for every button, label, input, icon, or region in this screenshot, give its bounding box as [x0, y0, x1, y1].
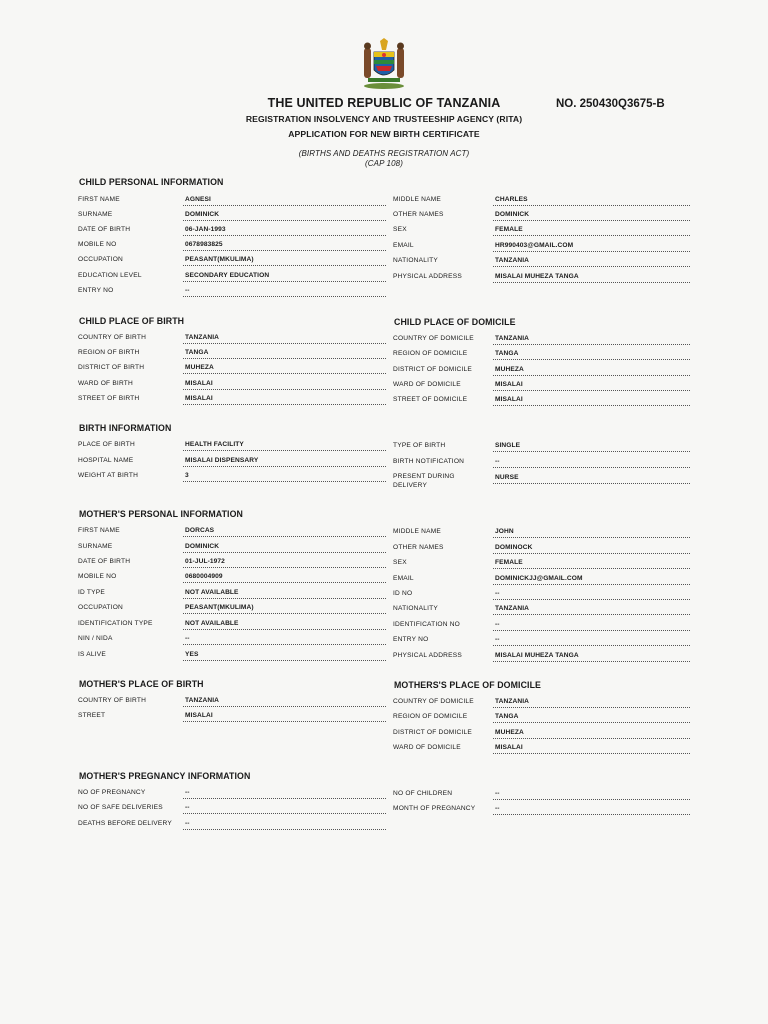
field-underline [183, 358, 386, 359]
field-label: NIN / NIDA [78, 635, 113, 642]
field-label: MONTH OF PREGNANCY [393, 805, 476, 812]
field-row [78, 255, 388, 269]
field-value: -- [185, 789, 190, 796]
field-label: WARD OF DOMICILE [393, 381, 461, 388]
act-subtitle: (BIRTHS AND DEATHS REGISTRATION ACT) [298, 149, 470, 158]
field-underline [493, 467, 690, 468]
field-value: TANGA [495, 350, 519, 357]
field-label: REGION OF BIRTH [78, 349, 140, 356]
field-value: -- [495, 621, 500, 628]
field-row [78, 456, 388, 470]
field-row [78, 363, 388, 377]
field-underline [493, 344, 690, 345]
field-row [393, 395, 693, 409]
field-underline [183, 235, 386, 236]
field-underline [493, 537, 690, 538]
field-row [78, 195, 388, 209]
field-label: MOBILE NO [78, 573, 117, 580]
field-label: BIRTH NOTIFICATION [393, 458, 465, 465]
field-row [78, 333, 388, 347]
field-row [393, 349, 693, 363]
field-row [78, 619, 388, 633]
field-label: EDUCATION LEVEL [78, 272, 142, 279]
field-value: MUHEZA [495, 366, 524, 373]
field-row [393, 651, 693, 665]
field-underline [493, 753, 690, 754]
field-row [393, 241, 693, 255]
field-row [393, 272, 693, 286]
field-row [78, 557, 388, 571]
field-row [393, 620, 693, 634]
field-value: FEMALE [495, 226, 523, 233]
field-row [393, 789, 693, 803]
field-row [393, 210, 693, 224]
field-underline [493, 722, 690, 723]
field-label: DISTRICT OF BIRTH [78, 364, 145, 371]
field-row [393, 558, 693, 572]
field-row [78, 240, 388, 254]
section-heading-mother-place-of-birth: MOTHER'S PLACE OF BIRTH [79, 679, 204, 689]
field-row [393, 334, 693, 348]
field-label: PLACE OF BIRTH [78, 441, 135, 448]
field-underline [183, 798, 386, 799]
field-value: NOT AVAILABLE [185, 589, 239, 596]
field-value: NURSE [495, 474, 519, 481]
field-underline [493, 375, 690, 376]
field-value: TANZANIA [495, 257, 530, 264]
field-value: MUHEZA [185, 364, 214, 371]
field-value: 3 [185, 472, 189, 479]
application-title: APPLICATION FOR NEW BIRTH CERTIFICATE [288, 129, 480, 139]
field-underline [183, 813, 386, 814]
field-row [78, 572, 388, 586]
field-row [393, 804, 693, 818]
field-value: 06-JAN-1993 [185, 226, 226, 233]
field-label: OCCUPATION [78, 256, 123, 263]
field-value: -- [495, 590, 500, 597]
field-label: DATE OF BIRTH [78, 558, 131, 565]
field-label: NO OF CHILDREN [393, 790, 453, 797]
field-underline [183, 721, 386, 722]
section-heading-mother-personal: MOTHER'S PERSONAL INFORMATION [79, 509, 243, 519]
field-label: WARD OF DOMICILE [393, 744, 461, 751]
field-value: AGNESI [185, 196, 211, 203]
field-value: PEASANT(MKULIMA) [185, 604, 254, 611]
field-label: NATIONALITY [393, 605, 438, 612]
field-row [393, 574, 693, 588]
field-label: FIRST NAME [78, 196, 120, 203]
field-value: SINGLE [495, 442, 521, 449]
field-label: EMAIL [393, 575, 414, 582]
field-row [78, 803, 388, 817]
field-row [393, 380, 693, 394]
field-underline [183, 281, 386, 282]
field-label: IS ALIVE [78, 651, 106, 658]
field-row [78, 225, 388, 239]
field-label: WARD OF BIRTH [78, 380, 133, 387]
field-value: TANZANIA [495, 698, 530, 705]
field-row [78, 394, 388, 408]
field-row [393, 365, 693, 379]
field-value: DOMINICK [495, 211, 530, 218]
field-row [393, 712, 693, 726]
field-label: OCCUPATION [78, 604, 123, 611]
field-underline [183, 567, 386, 568]
field-row [78, 379, 388, 393]
field-label: SURNAME [78, 543, 113, 550]
field-value: -- [495, 458, 500, 465]
field-row [393, 543, 693, 557]
field-underline [493, 814, 690, 815]
field-row [78, 348, 388, 362]
field-underline [183, 660, 386, 661]
section-heading-child-personal: CHILD PERSONAL INFORMATION [79, 177, 224, 187]
field-value: PEASANT(MKULIMA) [185, 256, 254, 263]
field-row [78, 471, 388, 485]
field-label: WEIGHT AT BIRTH [78, 472, 139, 479]
field-underline [183, 220, 386, 221]
field-row [78, 588, 388, 602]
field-value: NOT AVAILABLE [185, 620, 239, 627]
field-underline [183, 598, 386, 599]
field-label: OTHER NAMES [393, 544, 444, 551]
field-value: -- [185, 635, 190, 642]
field-underline [493, 451, 690, 452]
field-row [393, 441, 693, 455]
field-label: FIRST NAME [78, 527, 120, 534]
field-label: OTHER NAMES [393, 211, 444, 218]
field-row [78, 603, 388, 617]
field-underline [493, 568, 690, 569]
field-value: DOMINICKJJ@GMAIL.COM [495, 575, 583, 582]
field-value: DORCAS [185, 527, 215, 534]
field-row [78, 210, 388, 224]
field-value: -- [185, 287, 190, 294]
field-underline [493, 251, 690, 252]
field-label: NO OF SAFE DELIVERIES [78, 804, 163, 811]
field-underline [493, 282, 690, 283]
field-row [393, 225, 693, 239]
section-heading-child-place-of-domicile: CHILD PLACE OF DOMICILE [394, 317, 516, 327]
field-label [393, 472, 455, 490]
field-row [78, 650, 388, 664]
field-label: MOBILE NO [78, 241, 117, 248]
field-row [393, 195, 693, 209]
field-value: 0680004909 [185, 573, 223, 580]
field-label: HOSPITAL NAME [78, 457, 134, 464]
field-underline [183, 582, 386, 583]
field-value: DOMINICK [185, 543, 220, 550]
field-value: -- [495, 805, 500, 812]
field-row [78, 696, 388, 710]
field-label: SEX [393, 226, 407, 233]
field-row [393, 743, 693, 757]
field-value: MISALAI [495, 381, 523, 388]
field-underline [493, 614, 690, 615]
country-title: THE UNITED REPUBLIC OF TANZANIA [267, 96, 501, 110]
field-value: TANZANIA [185, 334, 220, 341]
field-label: COUNTRY OF DOMICILE [393, 698, 474, 705]
field-row [393, 589, 693, 603]
field-value: TANGA [495, 713, 519, 720]
field-row [393, 457, 693, 471]
field-label: NATIONALITY [393, 257, 438, 264]
field-value: TANZANIA [495, 605, 530, 612]
field-underline [183, 829, 386, 830]
field-value: FEMALE [495, 559, 523, 566]
field-value: MISALAI [185, 395, 213, 402]
field-value: MISALAI MUHEZA TANGA [495, 273, 579, 280]
field-label: ID TYPE [78, 589, 105, 596]
field-row [393, 728, 693, 742]
field-underline [183, 450, 386, 451]
field-label: DATE OF BIRTH [78, 226, 131, 233]
field-label: STREET [78, 712, 106, 719]
section-heading-child-place-of-birth: CHILD PLACE OF BIRTH [79, 316, 185, 326]
cap-subtitle: (CAP 108) [365, 159, 403, 168]
field-underline [493, 799, 690, 800]
field-underline [183, 536, 386, 537]
field-underline [183, 265, 386, 266]
field-underline [493, 405, 690, 406]
field-value: TANZANIA [495, 335, 530, 342]
field-underline [493, 483, 690, 484]
field-label: ENTRY NO [393, 636, 429, 643]
field-underline [493, 599, 690, 600]
field-row [78, 634, 388, 648]
field-label-line1: PRESENT DURING [393, 473, 455, 480]
field-row [78, 526, 388, 540]
field-row [393, 697, 693, 711]
field-row [78, 440, 388, 454]
field-row [78, 286, 388, 300]
field-value: 01-JUL-1972 [185, 558, 225, 565]
field-label: REGION OF DOMICILE [393, 350, 468, 357]
field-value: JOHN [495, 528, 514, 535]
field-label: IDENTIFICATION NO [393, 621, 461, 628]
field-value: MISALAI DISPENSARY [185, 457, 259, 464]
field-underline [183, 404, 386, 405]
field-underline [183, 250, 386, 251]
field-label: EMAIL [393, 242, 414, 249]
field-label: PHYSICAL ADDRESS [393, 273, 462, 280]
field-label: COUNTRY OF BIRTH [78, 334, 147, 341]
field-underline [183, 629, 386, 630]
field-underline [493, 661, 690, 662]
field-value: -- [495, 636, 500, 643]
field-value: -- [185, 820, 190, 827]
field-row [393, 527, 693, 541]
field-value: -- [495, 790, 500, 797]
field-value: MISALAI [495, 396, 523, 403]
field-value: MISALAI [495, 744, 523, 751]
field-underline [493, 235, 690, 236]
field-underline [493, 205, 690, 206]
field-value: YES [185, 651, 199, 658]
field-underline [493, 553, 690, 554]
field-label: DEATHS BEFORE DELIVERY [78, 820, 172, 827]
agency-title: REGISTRATION INSOLVENCY AND TRUSTEESHIP AGENCY (RITA) [245, 114, 523, 124]
field-label: MIDDLE NAME [393, 196, 441, 203]
field-value: DOMINICK [185, 211, 220, 218]
field-underline [183, 343, 386, 344]
field-row [393, 472, 693, 494]
field-underline [493, 220, 690, 221]
field-label: MIDDLE NAME [393, 528, 441, 535]
field-underline [183, 644, 386, 645]
field-value: 0678983825 [185, 241, 223, 248]
field-underline [183, 205, 386, 206]
field-label: SURNAME [78, 211, 113, 218]
field-label: DISTRICT OF DOMICILE [393, 729, 472, 736]
field-underline [493, 707, 690, 708]
field-label: COUNTRY OF BIRTH [78, 697, 147, 704]
field-underline [183, 296, 386, 297]
field-value: SECONDARY EDUCATION [185, 272, 270, 279]
field-row [393, 604, 693, 618]
field-label: NO OF PREGNANCY [78, 789, 146, 796]
field-underline [183, 389, 386, 390]
field-underline [493, 266, 690, 267]
field-value: DOMINOCK [495, 544, 533, 551]
field-underline [183, 706, 386, 707]
field-value: HEALTH FACILITY [185, 441, 244, 448]
field-label: SEX [393, 559, 407, 566]
field-label: DISTRICT OF DOMICILE [393, 366, 472, 373]
section-heading-mother-pregnancy: MOTHER'S PREGNANCY INFORMATION [79, 771, 251, 781]
field-label: COUNTRY OF DOMICILE [393, 335, 474, 342]
field-underline [493, 630, 690, 631]
field-underline [493, 390, 690, 391]
field-underline [493, 359, 690, 360]
section-heading-birth-information: BIRTH INFORMATION [79, 423, 172, 433]
field-row [78, 711, 388, 725]
field-value: CHARLES [495, 196, 528, 203]
field-label: ID NO [393, 590, 413, 597]
field-label: REGION OF DOMICILE [393, 713, 468, 720]
field-row [393, 256, 693, 270]
coat-of-arms-emblem [358, 38, 410, 90]
field-label: ENTRY NO [78, 287, 114, 294]
field-value: TANGA [185, 349, 209, 356]
field-row [78, 542, 388, 556]
field-underline [493, 584, 690, 585]
field-label: STREET OF BIRTH [78, 395, 140, 402]
field-underline [183, 613, 386, 614]
application-number: NO. 250430Q3675-B [556, 98, 665, 110]
field-label: IDENTIFICATION TYPE [78, 620, 153, 627]
field-underline [183, 466, 386, 467]
field-underline [493, 645, 690, 646]
field-label: PHYSICAL ADDRESS [393, 652, 462, 659]
section-heading-mother-place-of-domicile: MOTHERS'S PLACE OF DOMICILE [394, 680, 542, 690]
field-value: MUHEZA [495, 729, 524, 736]
field-label: STREET OF DOMICILE [393, 396, 468, 403]
field-value: MISALAI [185, 380, 213, 387]
field-label-line2: DELIVERY [393, 482, 428, 489]
field-row [78, 788, 388, 802]
field-underline [183, 481, 386, 482]
field-row [78, 819, 388, 833]
field-value: -- [185, 804, 190, 811]
field-value: HR990403@GMAIL.COM [495, 242, 574, 249]
field-underline [183, 373, 386, 374]
field-value: MISALAI MUHEZA TANGA [495, 652, 579, 659]
field-value: MISALAI [185, 712, 213, 719]
field-value: TANZANIA [185, 697, 220, 704]
field-label: TYPE OF BIRTH [393, 442, 446, 449]
field-row [393, 635, 693, 649]
field-underline [493, 738, 690, 739]
field-row [78, 271, 388, 285]
field-underline [183, 552, 386, 553]
